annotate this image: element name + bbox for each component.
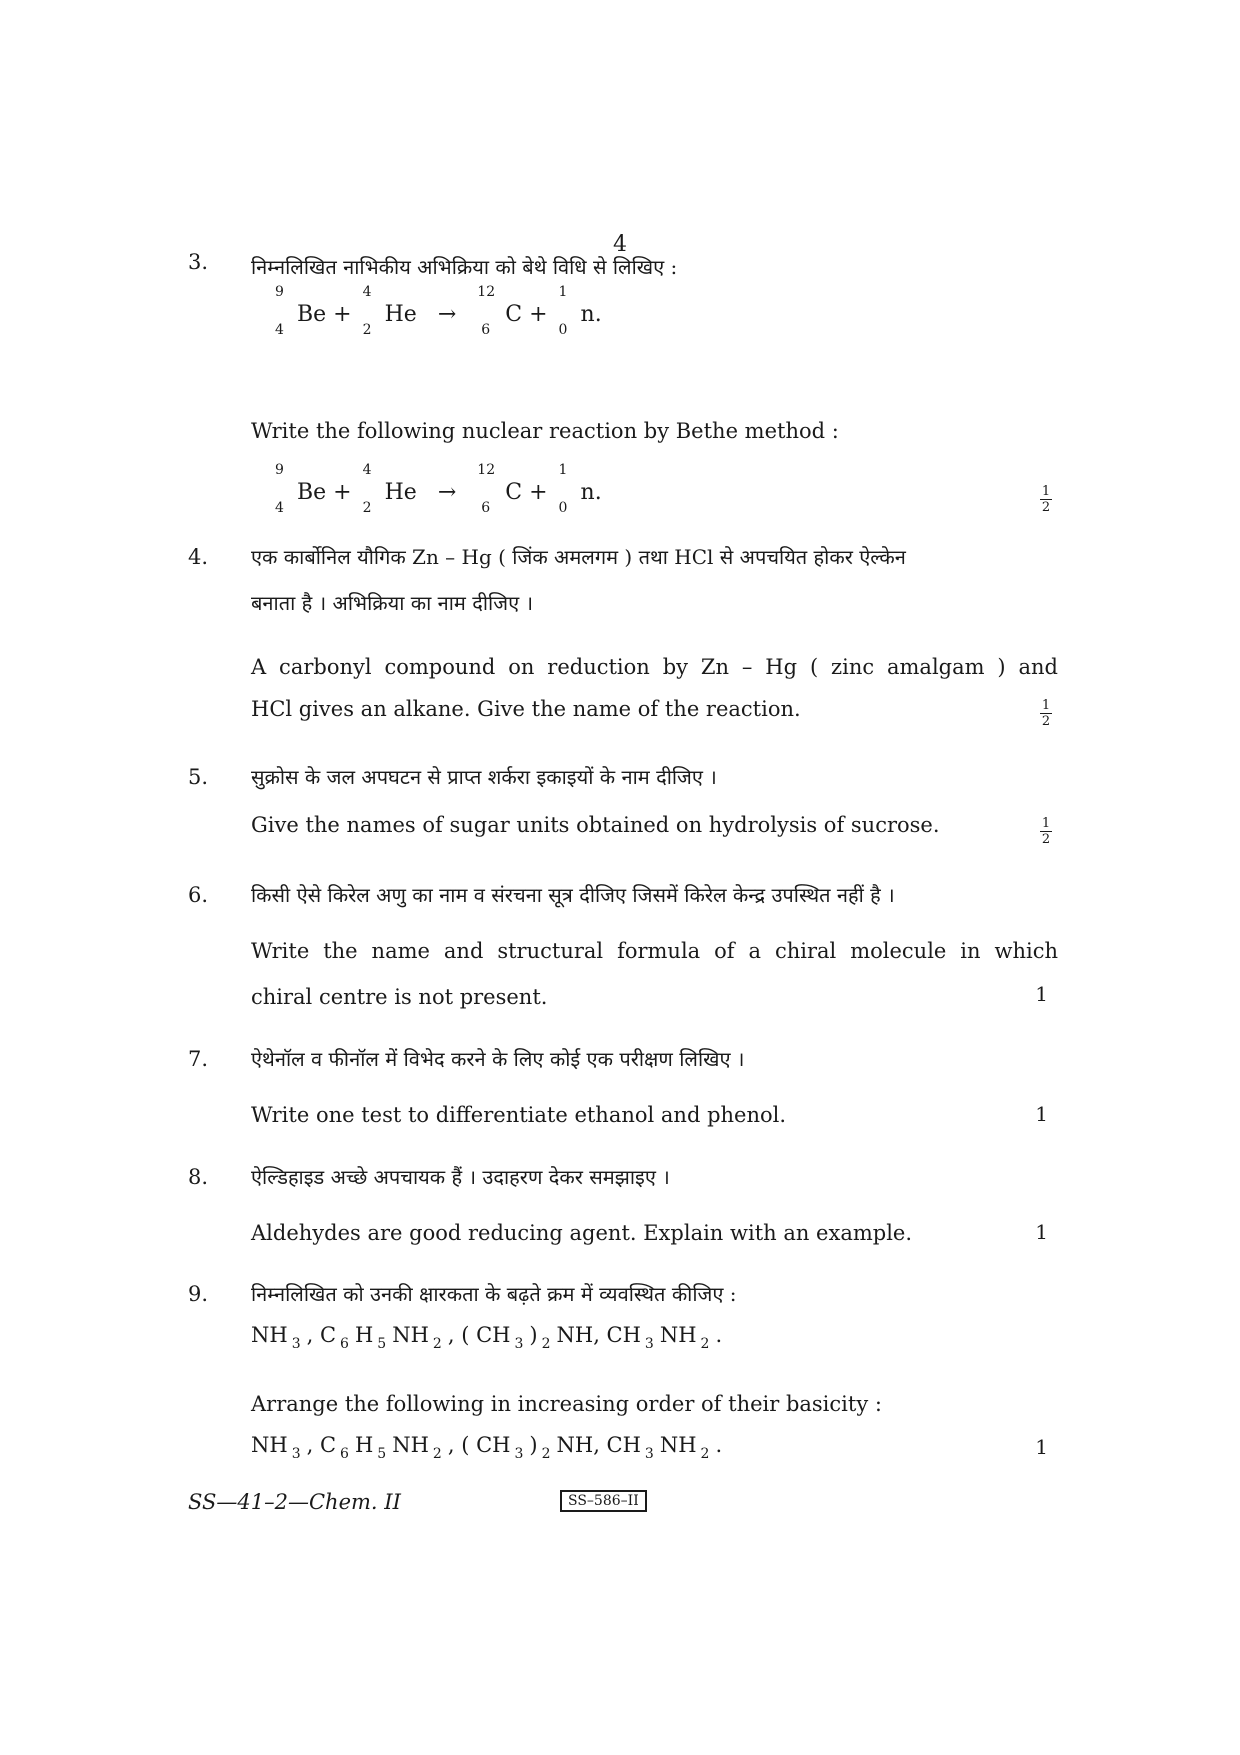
question-hindi: किसी ऐसे किरेल अणु का नाम व संरचना सूत्र दीजिए जिसमें किरेल केन्द्र उपस्थित नहीं है । (251, 883, 895, 907)
series-code-box: SS–586–II (560, 1490, 647, 1512)
question-number: 5. (188, 765, 209, 789)
question-number: 4. (188, 545, 209, 569)
marks: 1 (1035, 1435, 1048, 1459)
marks: 1 (1035, 982, 1048, 1006)
question-hindi: ऐथेनॉल व फीनॉल में विभेद करने के लिए कोई एक परीक्षण लिखिए । (251, 1047, 745, 1071)
question-english: Arrange the following in increasing order of their basicity : (251, 1392, 882, 1416)
question-hindi: सुक्रोस के जल अपघटन से प्राप्त शर्करा इकाइयों के नाम दीजिए । (251, 765, 717, 789)
marks: $\frac{1}{2}$ (1041, 698, 1051, 729)
question-hindi: ऐल्डिहाइड अच्छे अपचायक हैं । उदाहरण देकर समझाइए । (251, 1165, 670, 1189)
question-hindi-line-2: बनाता है । अभिक्रिया का नाम दीजिए । (251, 591, 534, 615)
question-english: Write one test to differentiate ethanol and phenol. (251, 1103, 787, 1127)
amine-list-english: NH $_3$ , C $_6$ H $_5$ NH $_2$ , ( CH $_3$ ) $_2$ NH, CH $_3$ NH $_2$ . (251, 1433, 723, 1462)
paper-code: SS—41–2—Chem. II (188, 1490, 401, 1514)
marks: 1 (1035, 1220, 1048, 1244)
nuclear-reaction-english: 9 4 Be + 4 2 He → 12 6 C + 1 0 n. (275, 462, 602, 516)
question-number: 3. (188, 250, 209, 274)
question-english-line-1: A carbonyl compound on reduction by Zn – Hg ( zinc amalgam ) and (251, 655, 1058, 679)
question-number: 6. (188, 883, 209, 907)
question-english: Give the names of sugar units obtained on hydrolysis of sucrose. (251, 813, 940, 837)
marks: $\frac{1}{2}$ (1041, 484, 1051, 515)
question-english: Aldehydes are good reducing agent. Explain with an example. (251, 1221, 913, 1245)
question-number: 9. (188, 1282, 209, 1306)
amine-list-hindi: NH $_3$ , C $_6$ H $_5$ NH $_2$ , ( CH $_3$ ) $_2$ NH, CH $_3$ NH $_2$ . (251, 1323, 723, 1352)
question-hindi-line-1: एक कार्बोनिल यौगिक Zn – Hg ( जिंक अमलगम ) तथा HCl से अपचयित होकर ऐल्केन (251, 545, 906, 569)
question-english-line-2: HCl gives an alkane. Give the name of the reaction. (251, 697, 801, 721)
question-english: Write the following nuclear reaction by Bethe method : (251, 419, 839, 443)
page-number: 4 (613, 232, 627, 257)
question-number: 8. (188, 1165, 209, 1189)
question-number: 7. (188, 1047, 209, 1071)
question-english-line-2: chiral centre is not present. (251, 985, 548, 1009)
marks: $\frac{1}{2}$ (1041, 816, 1051, 847)
question-hindi: निम्नलिखित नाभिकीय अभिक्रिया को बेथे विधि से लिखिए : (251, 255, 678, 279)
nuclear-reaction-hindi: 9 4 Be + 4 2 He → 12 6 C + 1 0 n. (275, 284, 602, 338)
marks: 1 (1035, 1102, 1048, 1126)
question-hindi: निम्नलिखित को उनकी क्षारकता के बढ़ते क्रम में व्यवस्थित कीजिए : (251, 1282, 737, 1306)
question-english-line-1: Write the name and structural formula of a chiral molecule in which (251, 939, 1058, 963)
